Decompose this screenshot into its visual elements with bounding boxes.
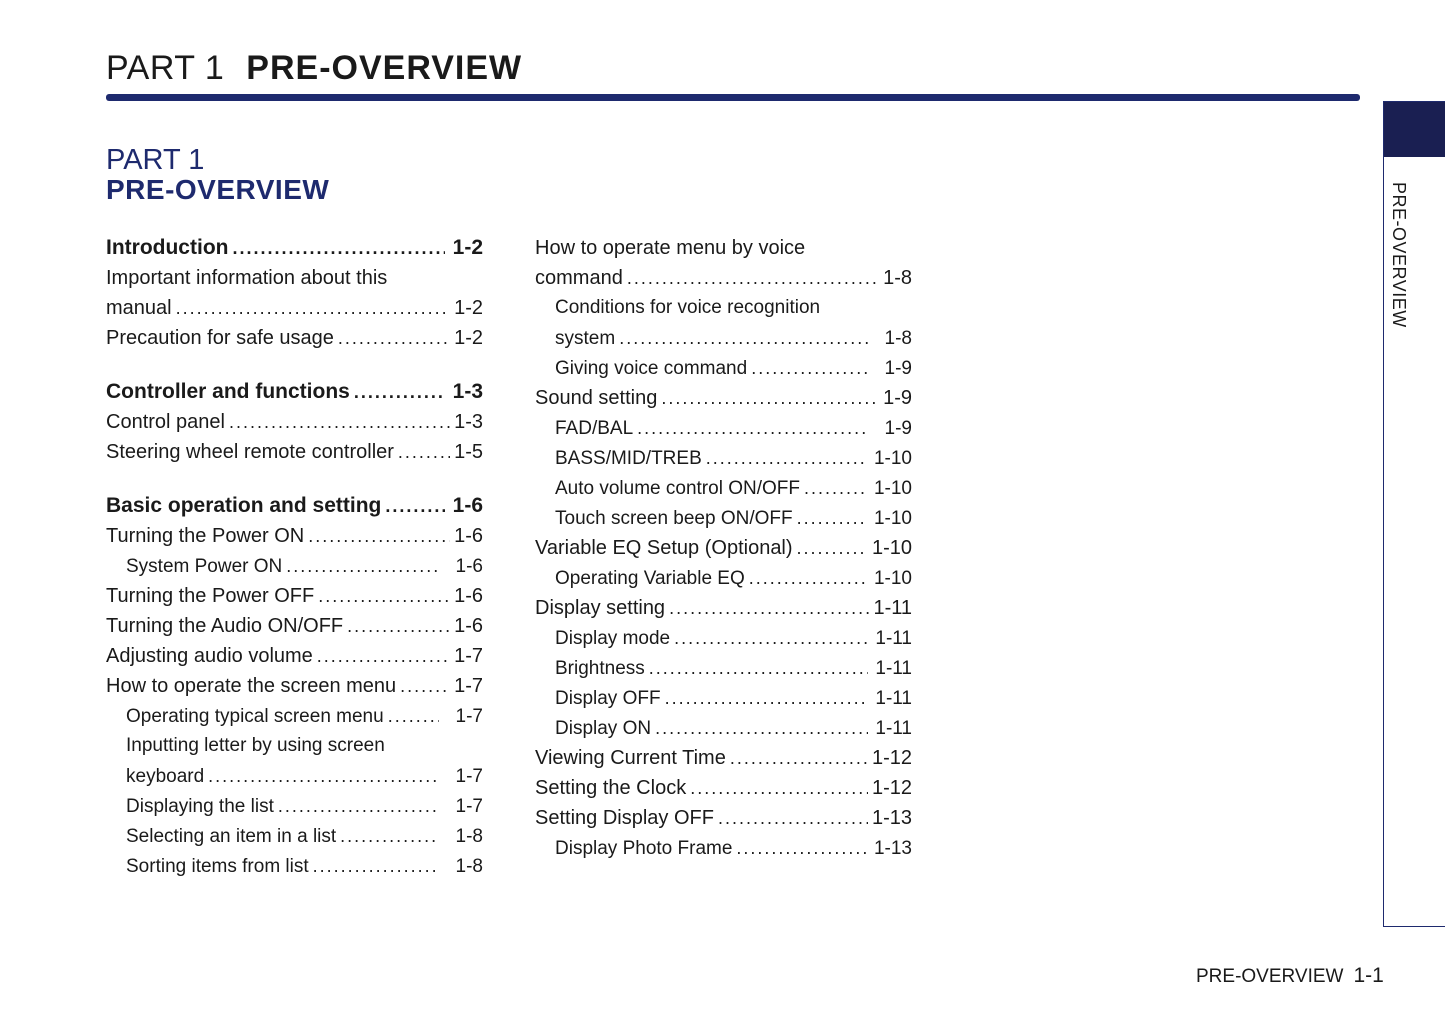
- toc-page: 1-3: [454, 411, 483, 433]
- toc-label: Viewing Current Time: [535, 747, 726, 769]
- toc-label: Display mode: [555, 628, 671, 649]
- toc-page: 1-13: [873, 838, 912, 859]
- toc-page: 1-10: [873, 568, 912, 589]
- toc-entry-bass-mid-treb[interactable]: [535, 443, 912, 473]
- leader-dots: [751, 353, 868, 383]
- toc-entry-touch-beep[interactable]: [535, 503, 912, 533]
- toc-label: Brightness: [555, 658, 645, 679]
- toc-label: How to operate the screen menu: [106, 675, 397, 697]
- leader-dots: [655, 713, 868, 743]
- toc-label: Conditions for voice recognition: [555, 297, 821, 318]
- toc-page: 1-12: [871, 777, 912, 799]
- page-header-title: [106, 46, 522, 90]
- leader-dots: [619, 323, 868, 353]
- header-title-label: PRE-OVERVIEW: [246, 49, 523, 87]
- leader-dots: [804, 473, 868, 503]
- toc-entry-display-setting[interactable]: [535, 593, 912, 623]
- toc-entry-inputting-line1[interactable]: [106, 731, 483, 761]
- toc-label: BASS/MID/TREB: [555, 448, 702, 469]
- toc-entry-conditions[interactable]: [535, 323, 912, 353]
- footer-section-label: PRE-OVERVIEW: [1196, 966, 1344, 987]
- toc-entry-introduction[interactable]: [106, 233, 483, 263]
- toc-page: 1-11: [875, 718, 912, 739]
- toc-entry-voice-menu[interactable]: [535, 263, 912, 293]
- toc-page: 1-10: [873, 508, 912, 529]
- section-title: PRE-OVERVIEW: [106, 174, 330, 205]
- toc-label: Adjusting audio volume: [106, 645, 313, 667]
- toc-page: 1-6: [452, 494, 483, 517]
- leader-dots: [318, 581, 450, 611]
- toc-label: Display OFF: [555, 688, 661, 709]
- leader-dots: [232, 233, 445, 263]
- toc-entry-sorting-items[interactable]: [106, 851, 483, 881]
- toc-entry-voice-menu-line1[interactable]: [535, 233, 912, 263]
- toc-label: Display Photo Frame: [555, 838, 733, 859]
- toc-entry-selecting-item[interactable]: [106, 821, 483, 851]
- leader-dots: [338, 323, 450, 353]
- toc-entry-power-on[interactable]: [106, 521, 483, 551]
- toc-page: 1-13: [871, 807, 912, 829]
- toc-entry-audio-onoff[interactable]: [106, 611, 483, 641]
- toc-label: Precaution for safe usage: [106, 327, 334, 349]
- toc-entry-precaution[interactable]: [106, 323, 483, 353]
- leader-dots: [398, 437, 450, 467]
- toc-page: 1-10: [871, 537, 912, 559]
- leader-dots: [340, 821, 439, 851]
- toc-page: 1-12: [871, 747, 912, 769]
- toc-entry-conditions-line1[interactable]: [535, 293, 912, 323]
- toc-entry-important-info[interactable]: [106, 293, 483, 323]
- toc-page: 1-11: [873, 597, 912, 619]
- toc-entry-inputting[interactable]: [106, 761, 483, 791]
- toc-page: 1-8: [883, 267, 912, 289]
- toc-label: Turning the Power OFF: [106, 585, 315, 607]
- leader-dots: [706, 443, 868, 473]
- toc-label: Sound setting: [535, 387, 658, 409]
- toc-page: 1-3: [452, 380, 483, 403]
- leader-dots: [797, 503, 868, 533]
- header-part-label: PART 1: [106, 49, 225, 87]
- toc-entry-system-power-on[interactable]: [106, 551, 483, 581]
- toc-label: Giving voice command: [555, 358, 748, 379]
- toc-entry-display-on[interactable]: [535, 713, 912, 743]
- leader-dots: [674, 623, 868, 653]
- toc-label: Introduction: [106, 236, 229, 259]
- leader-dots: [208, 761, 439, 791]
- leader-dots: [354, 377, 445, 407]
- toc-page: 1-2: [454, 297, 483, 319]
- toc-page: 1-10: [873, 448, 912, 469]
- toc-label: Control panel: [106, 411, 225, 433]
- toc-page: 1-7: [454, 675, 483, 697]
- leader-dots: [388, 701, 439, 731]
- leader-dots: [627, 263, 879, 293]
- toc-label: Turning the Audio ON/OFF: [106, 615, 344, 637]
- toc-label: Controller and functions: [106, 380, 350, 403]
- header-divider: [106, 94, 1360, 101]
- side-tab-label: PRE-OVERVIEW: [1389, 182, 1409, 328]
- toc-label: How to operate menu by voice: [535, 237, 806, 259]
- leader-dots: [400, 671, 450, 701]
- toc-page: 1-11: [875, 658, 912, 679]
- toc-entry-photo-frame[interactable]: [535, 833, 912, 863]
- toc-entry-typical-menu[interactable]: [106, 701, 483, 731]
- toc-entry-basic[interactable]: [106, 491, 483, 521]
- toc-label: Setting Display OFF: [535, 807, 714, 829]
- toc-entry-variable-eq[interactable]: [535, 533, 912, 563]
- toc-label: Operating Variable EQ: [555, 568, 745, 589]
- toc-page: 1-5: [454, 441, 483, 463]
- toc-page: 1-11: [875, 628, 912, 649]
- spacer: [106, 467, 483, 491]
- toc-page: 1-8: [455, 826, 483, 847]
- toc-label: Important information about this: [106, 267, 388, 289]
- toc-page: 1-6: [455, 556, 483, 577]
- toc-entry-setting-clock[interactable]: [535, 773, 912, 803]
- toc-entry-fad-bal[interactable]: [535, 413, 912, 443]
- toc-page: 1-9: [884, 418, 912, 439]
- leader-dots: [797, 533, 868, 563]
- leader-dots: [229, 407, 450, 437]
- toc-page: 1-2: [454, 327, 483, 349]
- toc-entry-auto-volume[interactable]: [535, 473, 912, 503]
- leader-dots: [661, 383, 879, 413]
- toc-page: 1-11: [875, 688, 912, 709]
- toc-page: 1-6: [454, 615, 483, 637]
- toc-label: Displaying the list: [126, 796, 274, 817]
- toc-label: Display setting: [535, 597, 666, 619]
- toc-entry-important-info-line1[interactable]: [106, 263, 483, 293]
- leader-dots: [730, 743, 868, 773]
- leader-dots: [749, 563, 868, 593]
- toc-label: Auto volume control ON/OFF: [555, 478, 800, 499]
- leader-dots: [278, 791, 439, 821]
- page-footer: [1196, 962, 1384, 991]
- toc-entry-display-mode[interactable]: [535, 623, 912, 653]
- toc-entry-giving-voice[interactable]: [535, 353, 912, 383]
- toc-label: Steering wheel remote controller: [106, 441, 394, 463]
- toc-page: 1-10: [873, 478, 912, 499]
- toc-page: 1-2: [452, 236, 483, 259]
- leader-dots: [637, 413, 868, 443]
- toc-entry-control-panel[interactable]: [106, 407, 483, 437]
- toc-entry-audio-volume[interactable]: [106, 641, 483, 671]
- leader-dots: [718, 803, 868, 833]
- toc-label: Touch screen beep ON/OFF: [555, 508, 793, 529]
- leader-dots: [347, 611, 450, 641]
- side-tab-marker: [1384, 102, 1445, 157]
- leader-dots: [317, 641, 450, 671]
- toc-right-column: [535, 233, 912, 863]
- toc-label: Sorting items from list: [126, 856, 309, 877]
- toc-label: Inputting letter by using screen: [126, 735, 385, 756]
- toc-label: FAD/BAL: [555, 418, 634, 439]
- toc-left-column: [106, 233, 483, 881]
- toc-label: Turning the Power ON: [106, 525, 305, 547]
- leader-dots: [176, 293, 450, 323]
- toc-label: keyboard: [126, 766, 205, 787]
- toc-page: 1-7: [455, 706, 483, 727]
- leader-dots: [690, 773, 868, 803]
- leader-dots: [669, 593, 869, 623]
- toc-entry-displaying-list[interactable]: [106, 791, 483, 821]
- toc-label: Setting the Clock: [535, 777, 687, 799]
- toc-label: Operating typical screen menu: [126, 706, 384, 727]
- toc-page: 1-8: [884, 328, 912, 349]
- toc-label: Selecting an item in a list: [126, 826, 337, 847]
- toc-entry-viewing-time[interactable]: [535, 743, 912, 773]
- toc-entry-power-off[interactable]: [106, 581, 483, 611]
- leader-dots: [308, 521, 450, 551]
- toc-page: 1-8: [455, 856, 483, 877]
- toc-label: Basic operation and setting: [106, 494, 382, 517]
- leader-dots: [286, 551, 439, 581]
- leader-dots: [313, 851, 439, 881]
- toc-entry-display-off[interactable]: [535, 683, 912, 713]
- toc-page: 1-6: [454, 585, 483, 607]
- toc-page: 1-7: [454, 645, 483, 667]
- leader-dots: [385, 491, 445, 521]
- leader-dots: [736, 833, 868, 863]
- leader-dots: [649, 653, 868, 683]
- toc-label: manual: [106, 297, 172, 319]
- toc-page: 1-7: [455, 796, 483, 817]
- section-part-label: PART 1: [106, 144, 205, 176]
- toc-entry-brightness[interactable]: [535, 653, 912, 683]
- toc-page: 1-6: [454, 525, 483, 547]
- toc-entry-controller[interactable]: [106, 377, 483, 407]
- toc-page: 1-9: [884, 358, 912, 379]
- footer-page-number: 1-1: [1353, 964, 1384, 987]
- toc-label: command: [535, 267, 623, 289]
- toc-entry-screen-menu[interactable]: [106, 671, 483, 701]
- toc-entry-sound-setting[interactable]: [535, 383, 912, 413]
- toc-page: 1-7: [455, 766, 483, 787]
- toc-entry-steering[interactable]: [106, 437, 483, 467]
- toc-label: Display ON: [555, 718, 652, 739]
- leader-dots: [665, 683, 868, 713]
- toc-label: System Power ON: [126, 556, 283, 577]
- spacer: [106, 353, 483, 377]
- toc-label: Variable EQ Setup (Optional): [535, 537, 793, 559]
- toc-entry-setting-display-off[interactable]: [535, 803, 912, 833]
- toc-entry-operating-eq[interactable]: [535, 563, 912, 593]
- toc-label: system: [555, 328, 616, 349]
- toc-page: 1-9: [883, 387, 912, 409]
